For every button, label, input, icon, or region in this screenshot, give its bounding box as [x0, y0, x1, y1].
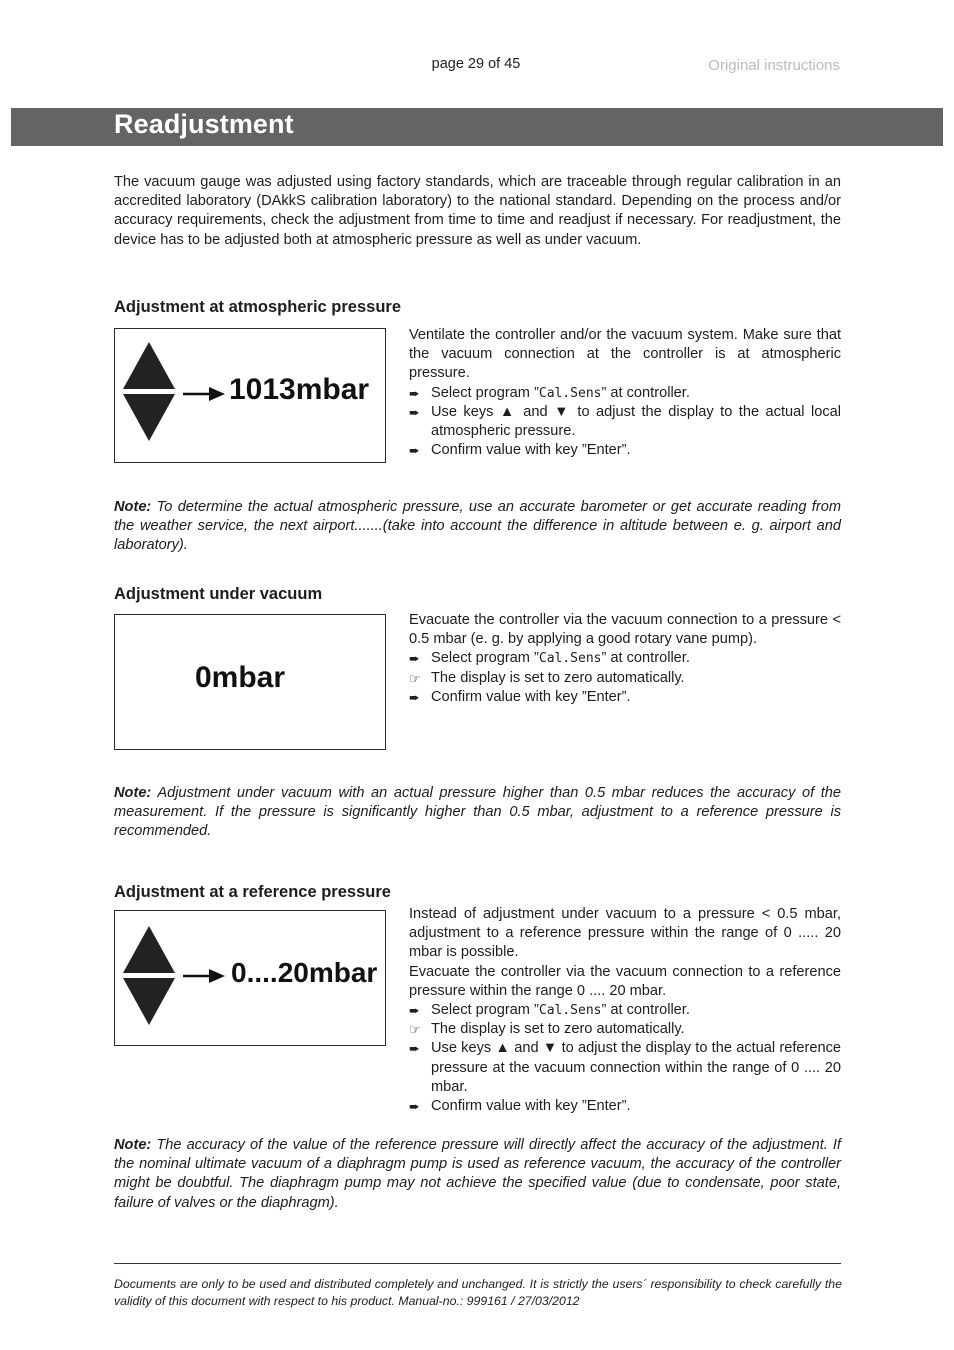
step-item	[409, 384, 841, 403]
step-text: Confirm value with key ”Enter”.	[431, 1098, 631, 1115]
step-item	[409, 688, 841, 707]
display-panel-vacuum	[114, 614, 386, 750]
title-banner	[11, 108, 943, 146]
step-text: The display is set to zero automatically.	[431, 1021, 685, 1038]
step-text: The display is set to zero automatically.	[431, 669, 685, 686]
step-text: Confirm value with key ”Enter”.	[431, 688, 631, 705]
arrow-right-icon: ➨	[409, 385, 420, 401]
pointing-hand-icon: ☞	[409, 1022, 421, 1038]
display-panel-atmospheric	[114, 328, 386, 463]
arrow-right-icon: ➨	[409, 689, 420, 705]
instructions-reference	[409, 905, 841, 1116]
section-heading-vacuum: Adjustment under vacuum	[114, 585, 323, 603]
arrow-right-icon: ➨	[409, 404, 420, 420]
note-vacuum	[114, 784, 841, 842]
up-down-keys-icon	[120, 342, 178, 442]
footer-divider	[114, 1263, 841, 1264]
step-text: Confirm value with key ”Enter”.	[431, 442, 631, 459]
arrow-right-icon: ➨	[409, 443, 420, 459]
display-value-vacuum: 0mbar	[195, 661, 286, 694]
up-down-keys-icon	[120, 926, 178, 1026]
program-code: Cal.Sens	[538, 1003, 602, 1019]
step-text: Use keys ▲ and ▼ to adjust the display to the actual local atmospheric pressure.	[431, 403, 841, 440]
arrow-right-icon: ➨	[409, 1041, 420, 1057]
step-text: Select program ”	[431, 650, 539, 667]
page-number: page 29 of 45	[431, 56, 521, 72]
note-reference	[114, 1136, 841, 1213]
footer-disclaimer: Documents are only to be used and distributed completely and unchanged. It is strictly the users´ responsibility to check carefully the validity of this document with respect to his product. Manual-no.: 999161 / 27/03/2012	[114, 1277, 842, 1308]
instruction-text: Instead of adjustment under vacuum to a pressure < 0.5 mbar, adjustment to a reference pressure within the range of 0 ..... 20 mbar is possible.	[409, 906, 841, 961]
section-heading-atmospheric: Adjustment at atmospheric pressure	[114, 298, 401, 316]
display-value-atmospheric: 1013mbar	[229, 373, 370, 406]
step-item	[409, 441, 841, 460]
instruction-text: Evacuate the controller via the vacuum connection to a reference pressure within the range 0 .... 20 mbar.	[409, 963, 841, 999]
step-text: ” at controller.	[601, 1002, 690, 1019]
step-item	[409, 1097, 841, 1116]
instruction-text: Ventilate the controller and/or the vacuum system. Make sure that the vacuum connection at the controller is at atmospheric pressure.	[409, 327, 841, 382]
note-label: Note:	[114, 499, 152, 515]
note-text: The accuracy of the value of the reference pressure will directly affect the accuracy of the adjustment. If the nominal ultimate vacuum of a diaphragm pump is used as reference vacuum, the accuracy of the controller might be doubtful. The diaphragm pump may not achieve the specified value (due to condensate, poor state, failure of valves or the diaphragm).	[114, 1137, 841, 1211]
step-item	[409, 1020, 841, 1039]
step-text: ” at controller.	[601, 650, 690, 667]
arrow-right-icon: ➨	[409, 1003, 420, 1019]
step-text: Select program ”	[431, 384, 539, 401]
arrow-right-icon: ➨	[409, 1099, 420, 1115]
step-text: Use keys ▲ and ▼ to adjust the display to the actual reference pressure at the vacuum connection within the range of 0 .... 20 mbar.	[431, 1040, 841, 1095]
document-type-label: Original instructions	[708, 57, 840, 74]
section-heading-reference: Adjustment at a reference pressure	[114, 883, 391, 901]
note-atmospheric	[114, 498, 841, 556]
step-item	[409, 649, 841, 668]
step-item	[409, 1039, 841, 1097]
step-item	[409, 1001, 841, 1020]
note-label: Note:	[114, 1137, 152, 1153]
pointing-hand-icon: ☞	[409, 670, 421, 686]
instruction-text: Evacuate the controller via the vacuum connection to a pressure < 0.5 mbar (e. g. by applying a good rotary vane pump).	[409, 612, 841, 648]
note-label: Note:	[114, 785, 152, 801]
arrow-right-icon: ➨	[409, 651, 420, 667]
display-panel-reference	[114, 910, 386, 1046]
display-value-reference: 0....20mbar	[231, 957, 378, 988]
step-item	[409, 669, 841, 688]
page-title: Readjustment	[114, 109, 294, 139]
arrow-right-icon	[183, 385, 225, 403]
intro-paragraph: The vacuum gauge was adjusted using factory standards, which are traceable through regular calibration in an accredited laboratory (DAkkS calibration laboratory) to the national standard. Depending on the process and/or accuracy requirements, check the adjustment from time to time and readjust if necessary. For readjustment, the device has to be adjusted both at atmospheric pressure as well as under vacuum.	[114, 174, 841, 248]
arrow-right-icon	[183, 967, 225, 985]
note-text: Adjustment under vacuum with an actual pressure higher than 0.5 mbar reduces the accuracy of the measurement. If the pressure is significantly higher than 0.5 mbar, adjustment to a reference pressure is recommended.	[114, 785, 841, 840]
step-text: Select program ”	[431, 1002, 539, 1019]
step-item	[409, 403, 841, 441]
program-code: Cal.Sens	[538, 651, 602, 667]
program-code: Cal.Sens	[538, 385, 602, 401]
instructions-vacuum	[409, 611, 841, 707]
instructions-atmospheric	[409, 326, 841, 460]
step-text: ” at controller.	[601, 384, 690, 401]
note-text: To determine the actual atmospheric pressure, use an accurate barometer or get accurate reading from the weather service, the next airport.......(take into account the difference in altitude between e. g. airport and laboratory).	[114, 499, 841, 554]
